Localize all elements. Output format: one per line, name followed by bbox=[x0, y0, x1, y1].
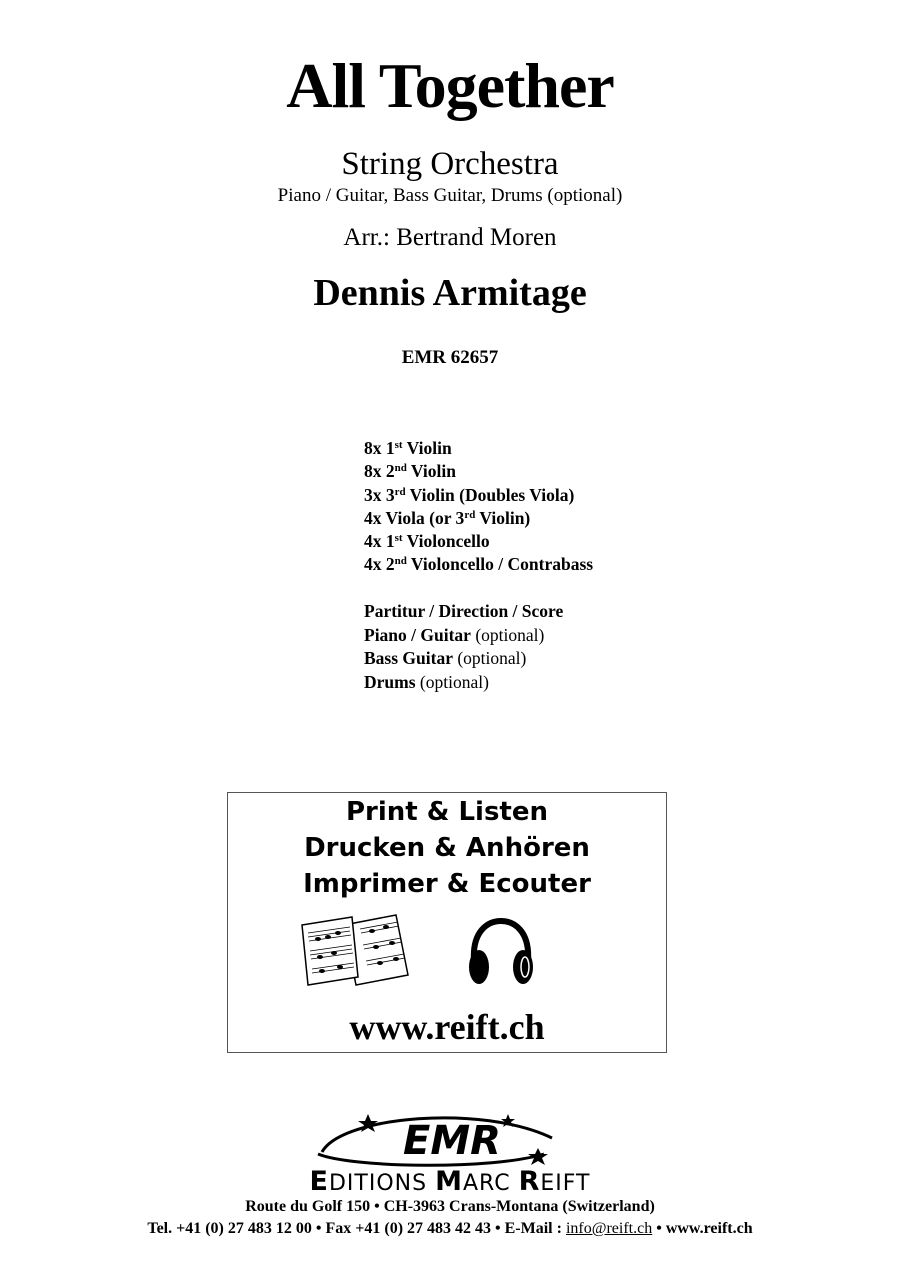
part-item: 3x 3rd Violin (Doubles Viola) bbox=[364, 484, 575, 505]
extra-item: Piano / Guitar (optional) bbox=[364, 624, 545, 645]
parts-list bbox=[364, 437, 593, 577]
emr-logo bbox=[312, 1108, 582, 1170]
email-link[interactable]: info@reift.ch bbox=[565, 1220, 653, 1237]
promo-website[interactable]: www.reift.ch bbox=[349, 1007, 545, 1047]
extra-item: Partitur / Direction / Score bbox=[364, 601, 564, 621]
score-title: All Together bbox=[286, 50, 614, 121]
sheet-music-icon bbox=[300, 911, 410, 991]
svg-text:EMR: EMR bbox=[403, 1118, 501, 1164]
extra-item: Bass Guitar (optional) bbox=[364, 648, 527, 669]
catalog-number: EMR 62657 bbox=[401, 347, 499, 368]
publisher-address: Route du Golf 150 • CH-3963 Crans-Montana (Switzerland) bbox=[245, 1198, 655, 1215]
publisher-name: EDITIONS MARC REIFT bbox=[309, 1166, 591, 1197]
promo-line-de: Drucken & Anhören bbox=[304, 833, 590, 863]
composer-name: Dennis Armitage bbox=[313, 272, 587, 314]
promo-line-en: Print & Listen bbox=[345, 797, 549, 827]
arranger-credit: Arr.: Bertrand Moren bbox=[343, 224, 557, 251]
part-item: 4x 2nd Violoncello / Contrabass bbox=[364, 554, 594, 575]
part-item: 8x 2nd Violin bbox=[364, 461, 456, 482]
print-listen-box bbox=[227, 792, 667, 1053]
extra-item: Drums (optional) bbox=[364, 671, 489, 692]
part-item: 4x Viola (or 3rd Violin) bbox=[364, 507, 531, 528]
instrumentation-note: Piano / Guitar, Bass Guitar, Drums (optional) bbox=[277, 185, 623, 206]
part-item: 4x 1st Violoncello bbox=[364, 531, 490, 552]
extras-list bbox=[364, 600, 563, 694]
part-item: 8x 1st Violin bbox=[364, 438, 452, 458]
ensemble-label: String Orchestra bbox=[341, 146, 559, 182]
promo-line-fr: Imprimer & Ecouter bbox=[303, 869, 591, 899]
headphones-icon bbox=[466, 917, 536, 989]
publisher-contact: Tel. +41 (0) 27 483 12 00 • Fax +41 (0) 27 483 42 43 • E-Mail : info@reift.ch • www.reift.ch bbox=[147, 1220, 753, 1237]
